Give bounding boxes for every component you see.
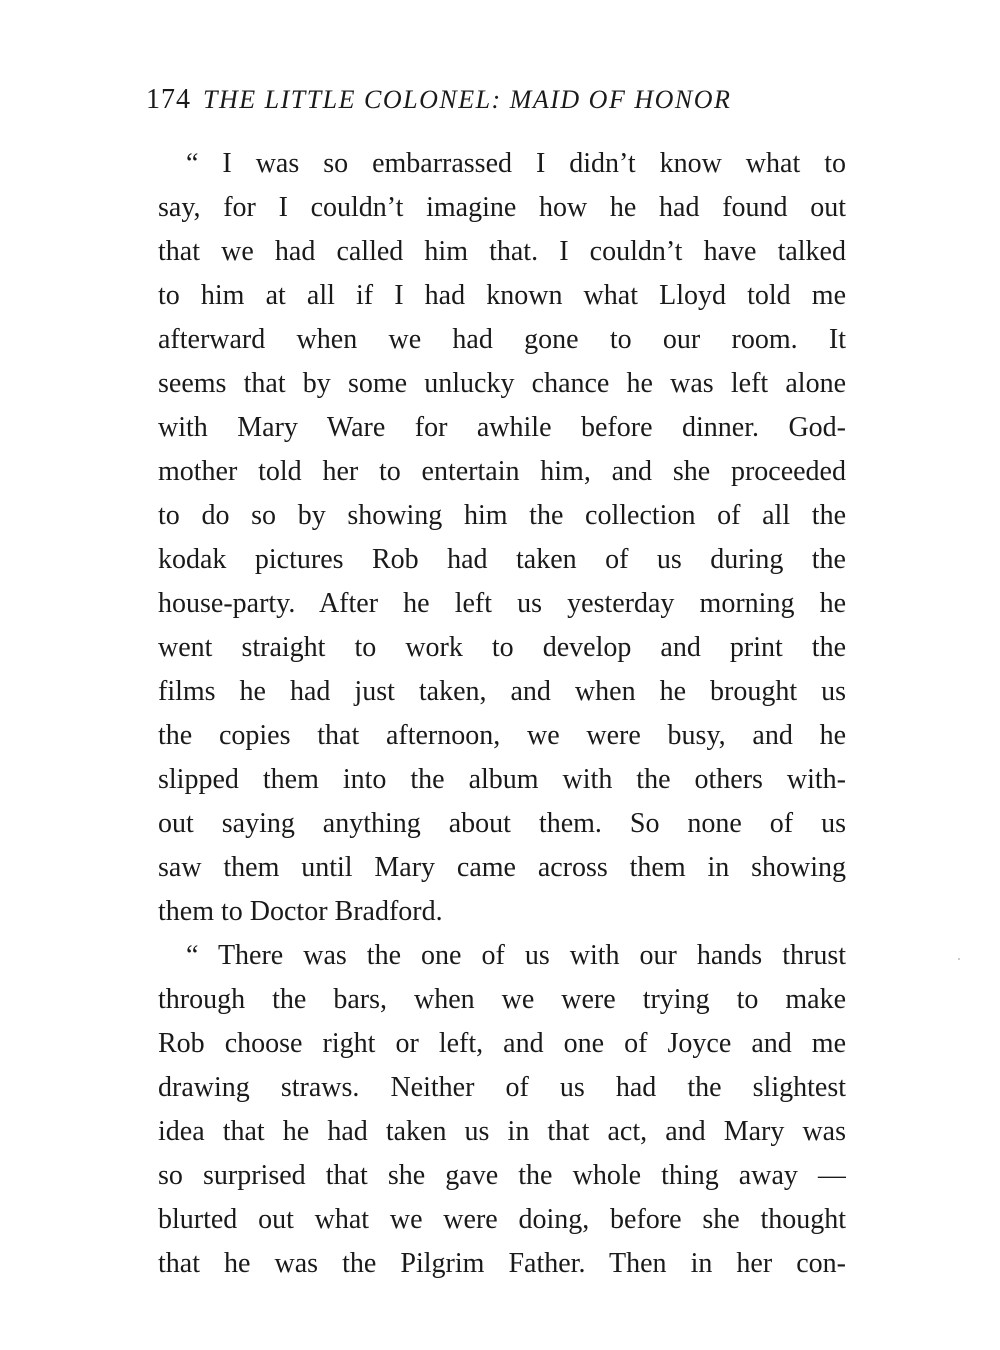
text-line: that he was the Pilgrim Father. Then in her con- [158,1248,846,1279]
text-line: to do so by showing him the collection of all the [158,500,846,531]
text-line: kodak pictures Rob had taken of us during the [158,544,846,575]
text-line: them to Doctor Bradford. [158,896,443,927]
text-line: slipped them into the album with the others with- [158,764,846,795]
text-line: “ I was so embarrassed I didn’t know what to [186,148,846,179]
running-head [146,80,846,120]
text-line: blurted out what we were doing, before she thought [158,1204,846,1235]
text-line: through the bars, when we were trying to make [158,984,846,1015]
paragraph-2 [158,934,846,1286]
text-line: with Mary Ware for awhile before dinner. God- [158,412,846,443]
text-line: so surprised that she gave the whole thing away — [158,1160,846,1191]
text-line: seems that by some unlucky chance he was left alone [158,368,846,399]
text-line: that we had called him that. I couldn’t have talked [158,236,846,267]
paragraph-1 [158,142,846,934]
body-text [158,142,846,1286]
text-line: idea that he had taken us in that act, and Mary was [158,1116,846,1147]
text-line: say, for I couldn’t imagine how he had found out [158,192,846,223]
text-line: went straight to work to develop and print the [158,632,846,663]
text-line: mother told her to entertain him, and she proceeded [158,456,846,487]
text-line: drawing straws. Neither of us had the slightest [158,1072,846,1103]
text-line: saw them until Mary came across them in showing [158,852,846,883]
text-line: “ There was the one of us with our hands thrust [186,940,846,971]
text-line: house-party. After he left us yesterday morning he [158,588,846,619]
text-line: films he had just taken, and when he brought us [158,676,846,707]
text-line: Rob choose right or left, and one of Joyce and me [158,1028,846,1059]
book-title: THE LITTLE COLONEL: MAID OF HONOR [203,85,732,114]
text-line: to him at all if I had known what Lloyd told me [158,280,846,311]
text-line: afterward when we had gone to our room. It [158,324,846,355]
text-line: out saying anything about them. So none of us [158,808,846,839]
page-number: 174 [146,84,191,115]
text-line: the copies that afternoon, we were busy, and he [158,720,846,751]
scan-speck [958,958,960,960]
